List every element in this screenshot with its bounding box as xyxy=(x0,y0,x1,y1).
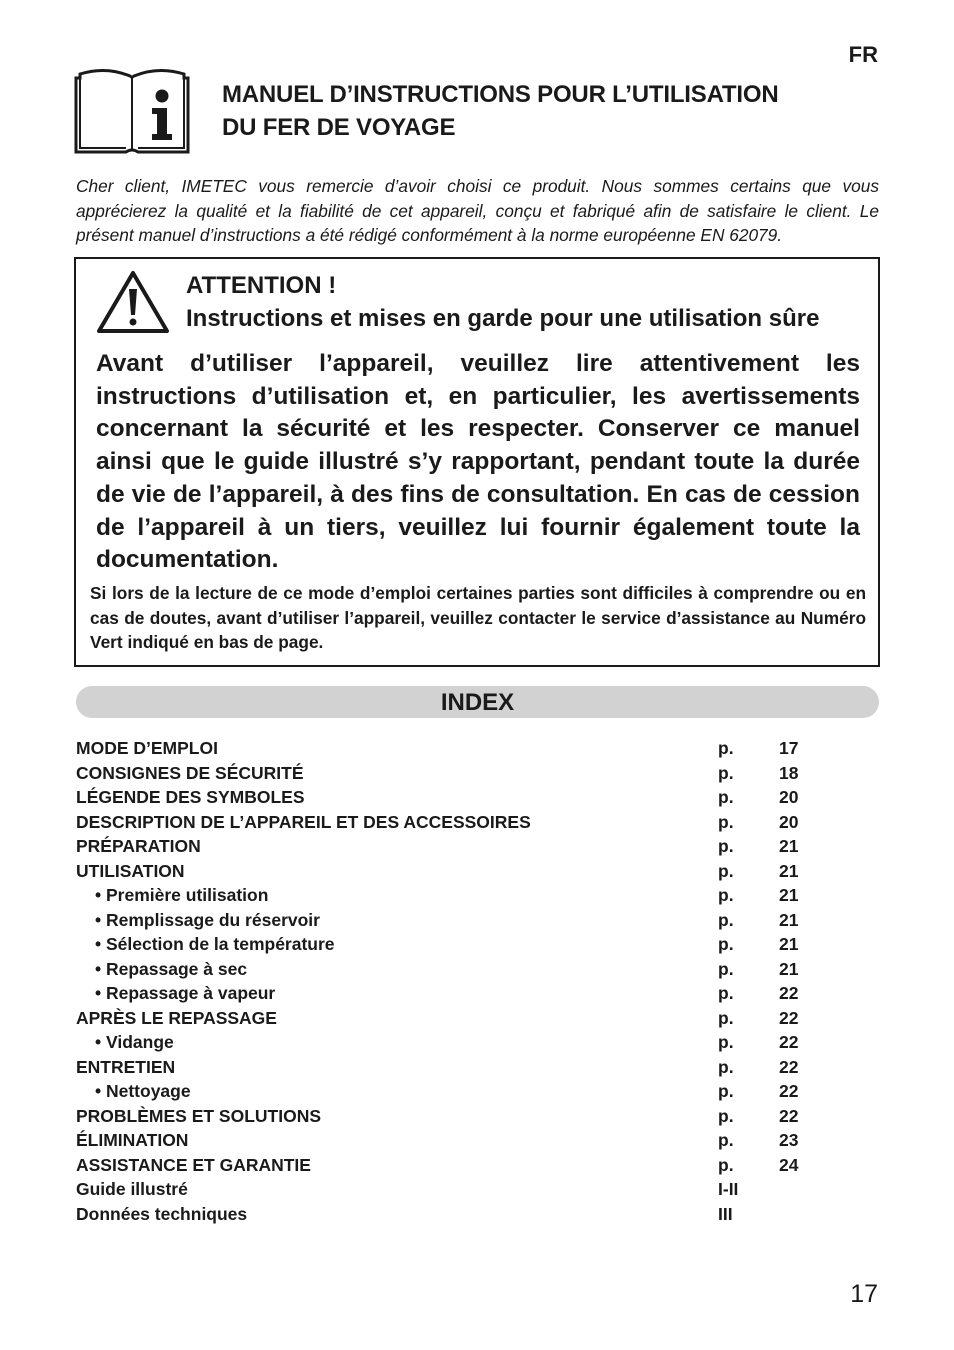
toc-row xyxy=(76,883,879,908)
toc-label: • Sélection de la température xyxy=(95,934,335,954)
toc-row xyxy=(76,957,879,982)
toc-page-number: 21 xyxy=(779,836,799,856)
toc-page-number: 21 xyxy=(779,958,799,979)
toc-row xyxy=(76,1006,879,1031)
toc-label: DESCRIPTION DE L’APPAREIL ET DES ACCESSOIRES xyxy=(76,811,531,832)
toc-row xyxy=(76,736,879,761)
title-line-1: MANUEL D’INSTRUCTIONS POUR L’UTILISATION xyxy=(222,81,779,108)
page-number: 17 xyxy=(850,1280,878,1308)
toc-label: UTILISATION xyxy=(76,860,185,881)
toc-page-number: 22 xyxy=(779,1105,799,1126)
toc-page-prefix: p. xyxy=(718,1056,734,1077)
toc-row xyxy=(76,810,879,835)
toc-page-prefix: III xyxy=(718,1203,733,1224)
toc-label: APRÈS LE REPASSAGE xyxy=(76,1007,277,1028)
toc-label: PROBLÈMES ET SOLUTIONS xyxy=(76,1105,322,1126)
index-heading: INDEX xyxy=(76,686,879,718)
toc-row xyxy=(76,859,879,884)
toc-page-number: 22 xyxy=(779,1056,799,1077)
table-of-contents xyxy=(76,736,879,1226)
toc-label: • Repassage à vapeur xyxy=(95,983,276,1003)
safety-warning-box xyxy=(74,257,880,667)
toc-row xyxy=(76,761,879,786)
toc-label: PRÉPARATION xyxy=(76,836,201,856)
toc-page-prefix: p. xyxy=(718,1007,734,1028)
toc-label: • Vidange xyxy=(95,1032,174,1052)
toc-page-prefix: p. xyxy=(718,909,734,930)
toc-row xyxy=(76,1079,879,1104)
toc-page-prefix: p. xyxy=(718,983,734,1003)
info-manual-icon xyxy=(74,68,190,156)
toc-page-number: 20 xyxy=(779,811,799,832)
toc-page-prefix: p. xyxy=(718,1032,734,1052)
toc-page-number: 22 xyxy=(779,1032,799,1052)
toc-label: MODE D’EMPLOI xyxy=(76,738,218,758)
toc-page-number: 21 xyxy=(779,934,799,954)
toc-label: LÉGENDE DES SYMBOLES xyxy=(76,787,305,807)
toc-row xyxy=(76,1030,879,1055)
toc-row xyxy=(76,1153,879,1178)
intro-paragraph: Cher client, IMETEC vous remercie d’avoir choisi ce produit. Nous sommes certains que vous apprécierez la qualité et la fiabilité de cet appareil, conçu et fabriqué afin de satisfaire le client. Le présent manuel d’instructions a été rédigé conformément à la norme européenne EN 62079. xyxy=(76,176,879,245)
toc-label: • Première utilisation xyxy=(95,885,269,905)
toc-row xyxy=(76,908,879,933)
toc-page-prefix: I-II xyxy=(718,1179,739,1199)
language-code: FR xyxy=(848,42,878,67)
toc-row xyxy=(76,785,879,810)
toc-label: • Remplissage du réservoir xyxy=(95,909,320,930)
toc-page-prefix: p. xyxy=(718,1081,734,1101)
toc-label: • Nettoyage xyxy=(95,1081,191,1101)
manual-title xyxy=(222,78,778,144)
toc-row xyxy=(76,1177,879,1202)
toc-label: Guide illustré xyxy=(76,1179,188,1199)
toc-page-number: 22 xyxy=(779,1081,799,1101)
toc-page-prefix: p. xyxy=(718,885,734,905)
toc-label: Données techniques xyxy=(76,1203,248,1224)
toc-page-prefix: p. xyxy=(718,1130,734,1150)
toc-page-prefix: p. xyxy=(718,811,734,832)
toc-page-number: 22 xyxy=(779,983,799,1003)
toc-label: ÉLIMINATION xyxy=(76,1130,189,1150)
toc-row xyxy=(76,1055,879,1080)
toc-label: CONSIGNES DE SÉCURITÉ xyxy=(76,762,304,783)
toc-row xyxy=(76,981,879,1006)
toc-page-prefix: p. xyxy=(718,1154,734,1175)
toc-page-prefix: p. xyxy=(718,934,734,954)
toc-row xyxy=(76,1128,879,1153)
toc-page-prefix: p. xyxy=(718,860,734,881)
toc-page-prefix: p. xyxy=(718,762,734,783)
warning-body: Avant d’utiliser l’appareil, veuillez lire attentivement les instructions d’utilisation et, en particulier, les avertissements concernant la sécurité et les respecter. Conserver ce manuel ainsi que le guide illustré s’y rapportant, pendant toute la durée de vie de l’appareil, à des fins de consultation. En cas de cession de l’appareil à un tiers, veuillez lui fournir également toute la documentation. xyxy=(96,350,860,574)
toc-page-number: 24 xyxy=(779,1154,799,1175)
toc-page-number: 23 xyxy=(779,1130,799,1150)
toc-row xyxy=(76,932,879,957)
toc-page-number: 21 xyxy=(779,885,799,905)
toc-label: • Repassage à sec xyxy=(95,958,248,979)
toc-page-number: 22 xyxy=(779,1007,799,1028)
warning-title: ATTENTION ! xyxy=(186,272,337,299)
toc-page-number: 17 xyxy=(779,738,799,758)
title-line-2: DU FER DE VOYAGE xyxy=(222,114,456,141)
toc-page-prefix: p. xyxy=(718,1105,734,1126)
toc-row xyxy=(76,834,879,859)
toc-page-prefix: p. xyxy=(718,738,734,758)
toc-page-prefix: p. xyxy=(718,787,734,807)
toc-page-prefix: p. xyxy=(718,836,734,856)
toc-label: ASSISTANCE ET GARANTIE xyxy=(76,1154,311,1175)
toc-page-prefix: p. xyxy=(718,958,734,979)
toc-page-number: 21 xyxy=(779,909,799,930)
toc-page-number: 20 xyxy=(779,787,799,807)
toc-page-number: 18 xyxy=(779,762,799,783)
warning-triangle-icon xyxy=(96,269,170,335)
warning-subtitle: Instructions et mises en garde pour une utilisation sûre xyxy=(186,305,820,332)
toc-page-number: 21 xyxy=(779,860,799,881)
toc-label: ENTRETIEN xyxy=(76,1056,176,1077)
toc-row xyxy=(76,1104,879,1129)
warning-note: Si lors de la lecture de ce mode d’emploi certaines parties sont difficiles à comprendre ou en cas de doutes, avant d’utiliser l’appareil, veuillez contacter le service d’assistance au Numéro Vert indiqué en bas de page. xyxy=(90,583,866,652)
toc-row xyxy=(76,1202,879,1227)
